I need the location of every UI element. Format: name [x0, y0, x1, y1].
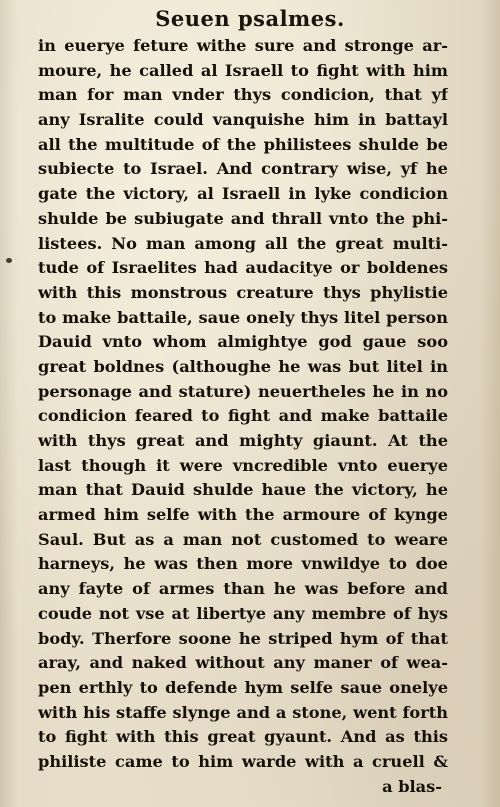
text-line: subiecte to Israel. And contrary wise, yf he — [38, 159, 448, 179]
text-line: all the multitude of the philistees shulde be — [38, 134, 448, 154]
text-line: man for man vnder thys condicion, that yf — [38, 85, 448, 105]
text-line: gate the victory, al Israell in lyke condicion — [38, 184, 448, 204]
running-head: Seuen psalmes. — [155, 6, 345, 31]
ink-blot — [6, 258, 12, 263]
text-line: with this monstrous creature thys phylistie — [38, 282, 448, 302]
text-line: a blas- — [382, 776, 442, 796]
text-line: to make battaile, saue onely thys litel person — [38, 307, 448, 327]
text-line: any Isralite could vanquishe him in battayl — [38, 110, 448, 130]
text-line: moure, he called al Israell to fight with him — [38, 60, 448, 80]
text-line: condicion feared to fight and make battaile — [38, 406, 448, 426]
text-line: last though it were vncredible vnto euerye — [38, 455, 448, 475]
text-line: coude not vse at libertye any membre of hys — [38, 603, 448, 623]
text-line: Saul. But as a man not customed to weare — [38, 529, 448, 549]
body-text — [38, 34, 448, 799]
text-line: with thys great and mighty giaunt. At the — [38, 431, 448, 450]
text-line: armed him selfe with the armoure of kynge — [38, 505, 448, 525]
text-line: harneys, he was then more vnwildye to doe — [38, 554, 448, 574]
text-line: in euerye feture withe sure and stronge ar- — [38, 36, 448, 55]
text-line: great boldnes (althoughe he was but litel in — [38, 356, 448, 376]
text-line: any fayte of armes than he was before and — [38, 579, 448, 599]
text-line: personage and stature) neuertheles he in no — [38, 381, 448, 401]
text-line: philiste came to him warde with a cruell & — [38, 751, 448, 771]
text-line: tude of Israelites had audacitye or boldenes — [38, 258, 448, 278]
text-line: listees. No man among all the great multi- — [38, 233, 448, 253]
text-line: pen erthly to defende hym selfe saue onelye — [38, 677, 448, 697]
text-line: Dauid vnto whom almightye god gaue soo — [38, 332, 448, 352]
text-line: shulde be subiugate and thrall vnto the phi- — [38, 208, 448, 228]
text-line: man that Dauid shulde haue the victory, he — [38, 480, 448, 500]
text-line: body. Therfore soone he striped hym of that — [38, 628, 448, 648]
text-line: to fight with this great gyaunt. And as this — [38, 727, 448, 747]
text-line: with his staffe slynge and a stone, went forth — [38, 702, 448, 722]
text-line: aray, and naked without any maner of wea- — [38, 653, 448, 673]
